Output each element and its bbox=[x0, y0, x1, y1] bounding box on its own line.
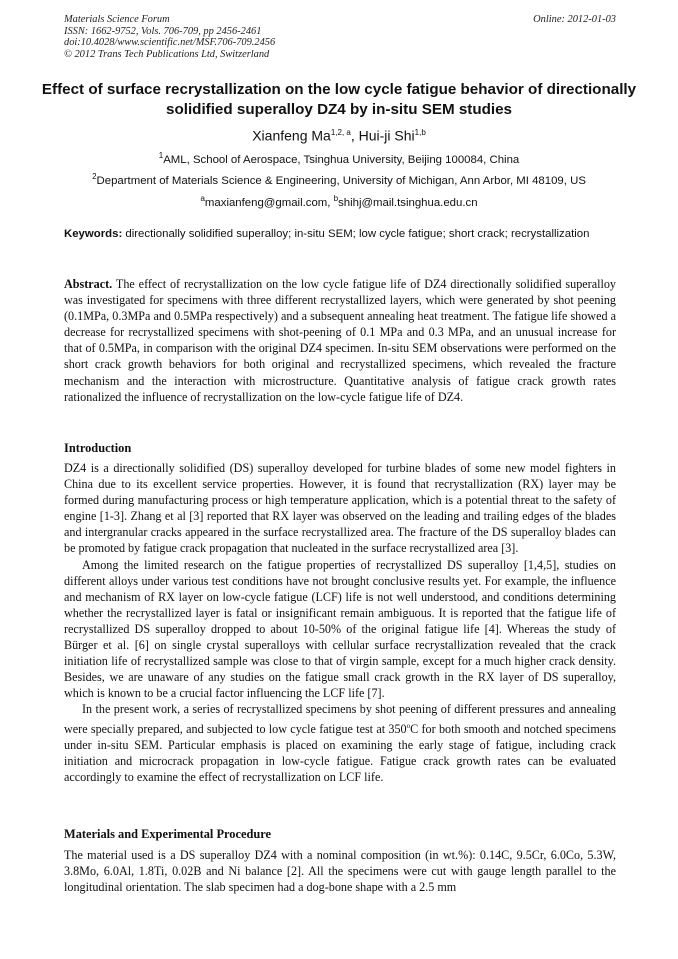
introduction-paragraph-1: DZ4 is a directionally solidified (DS) superalloy developed for turbine blades of some new model fighters in China due to its excellent service properties. However, it is found that recrystallization (RX) layer may be formed during manufacturing process or high temperature application, which is a potential threat to the safety of engine [1-3]. Zhang et al [3] reported that RX layer was observed on the leading and trailing edges of the blades and intergranular cracks appeared in the surface recrystallized area. The fracture of the DS superalloy blades can be promoted by fatigue crack propagation that nucleated in the surface recrystallized area [3]. bbox=[64, 461, 616, 556]
author-1-affil-marker: 1,2, a bbox=[330, 128, 351, 137]
email-a-marker: a bbox=[200, 194, 205, 203]
materials-body bbox=[64, 847, 616, 895]
intro-p3-part-2: C for both smooth and notched specimens under in-situ SEM. Particular emphasis is placed on examining the early stage of fatigue, including crack initiation and microcrack propagation in low-cycle fatigue. Fatigue crack growth rates can be evaluated accordingly to examine the effect of recrystallization on LCF life. bbox=[64, 721, 616, 784]
keywords-label: Keywords: bbox=[64, 228, 123, 240]
author-emails bbox=[30, 192, 648, 210]
affiliation-2-text: Department of Materials Science & Engineering, University of Michigan, Ann Arbor, MI 48109, US bbox=[96, 174, 586, 187]
affiliation-1-text: AML, School of Aerospace, Tsinghua University, Beijing 100084, China bbox=[163, 153, 520, 166]
abstract-text: The effect of recrystallization on the low cycle fatigue life of DZ4 directionally solidified superalloy was investigated for specimens with three different recrystallized layers, which were generated by shot peening (0.1MPa, 0.3MPa and 0.5MPa respectively) and a subsequent annealing heat treatment. The fatigue life showed a decrease for recrystallized specimens with shot-peening of 0.1 MPa and 0.3 MPa, and an unusual increase for that of 0.5MPa, in comparison with the original DZ4 specimen. In-situ SEM observations were performed on the short crack growth behaviors for both original and recrystallized specimens, which revealed the fracture mechanism and the interaction with microstructure. Quantitative analysis of fatigue crack growth rates rationalized the influence of recrystallization on the low-cycle fatigue life of DZ4. bbox=[64, 277, 616, 404]
author-separator: , bbox=[350, 127, 359, 144]
introduction-heading: Introduction bbox=[64, 441, 132, 455]
email-a: maxianfeng@gmail.com, bbox=[204, 196, 334, 209]
keywords-text: directionally solidified superalloy; in-situ SEM; low cycle fatigue; short crack; recrystallization bbox=[122, 228, 590, 240]
email-b-marker: b bbox=[333, 194, 339, 203]
materials-paragraph-1: The material used is a DS superalloy DZ4 with a nominal composition (in wt.%): 0.14C, 9.5Cr, 6.0Co, 5.3W, 3.8Mo, 6.0Al, 1.8Ti, 0.02B and Ni balance [2]. All the specimens were cut with gauge length parallel to the longitudinal orientation. The slab specimen had a dog-bone shape with a 2.5 mm bbox=[64, 848, 616, 895]
journal-copyright: © 2012 Trans Tech Publications Ltd, Switzerland bbox=[64, 48, 270, 60]
introduction-body bbox=[64, 460, 616, 785]
intro-p3-part-1: In the present work, a series of recrystallized specimens by shot peening of different pressures and annealing were specially prepared, and subjected to low cycle fatigue test at 350 bbox=[64, 702, 616, 736]
affiliation-1 bbox=[30, 149, 648, 167]
affiliation-2-marker: 2 bbox=[92, 172, 97, 181]
paper-title: Effect of surface recrystallization on the low cycle fatigue behavior of directionally solidified superalloy DZ4 by in-situ SEM studies bbox=[41, 81, 637, 118]
author-2-affil-marker: 1,b bbox=[414, 128, 426, 137]
author-line bbox=[40, 124, 638, 145]
journal-name: Materials Science Forum bbox=[64, 14, 170, 25]
degree-symbol: o bbox=[406, 721, 411, 730]
online-date: Online: 2012-01-03 bbox=[533, 14, 616, 25]
affiliation-2 bbox=[30, 170, 648, 188]
affiliation-1-marker: 1 bbox=[158, 151, 164, 160]
journal-issn: ISSN: 1662-9752, Vols. 706-709, pp 2456-2461 bbox=[64, 25, 262, 37]
introduction-paragraph-2: Among the limited research on the fatigue properties of recrystallized DS superalloy [1,4,5], studies on different alloys under various test conditions have not brought conclusive results yet. For example, the influence and mechanism of RX layer on low-cycle fatigue (LCF) life is not well understood, and conditions determining whether the recrystallized layer is fatal or insignificant remain ambiguous. It is reported that the fatigue life of recrystallized DS superalloy dropped to about 10-50% of the original fatigue life [4]. Whereas the study of Bürger et al. [6] on single crystal superalloys with cellular surface recrystallization revealed that the crack initiation life of recrystallized sample was close to that of virgin sample, except for a much higher crack density. Besides, we are unaware of any studies on the fatigue small crack growth in the RX layer of DS superalloy, which is known to be a crucial factor influencing the LCF life [7]. bbox=[64, 557, 616, 701]
abstract bbox=[64, 276, 616, 405]
journal-doi: doi:10.4028/www.scientific.net/MSF.706-709.2456 bbox=[64, 37, 276, 49]
abstract-label: Abstract. bbox=[64, 277, 113, 291]
author-1: Xianfeng Ma bbox=[252, 127, 331, 144]
journal-header bbox=[64, 14, 616, 60]
introduction-paragraph-3 bbox=[64, 701, 616, 785]
author-2: Hui-ji Shi bbox=[358, 127, 415, 144]
email-b: shihj@mail.tsinghua.edu.cn bbox=[338, 196, 478, 209]
keywords bbox=[64, 227, 616, 242]
materials-heading: Materials and Experimental Procedure bbox=[64, 827, 272, 841]
